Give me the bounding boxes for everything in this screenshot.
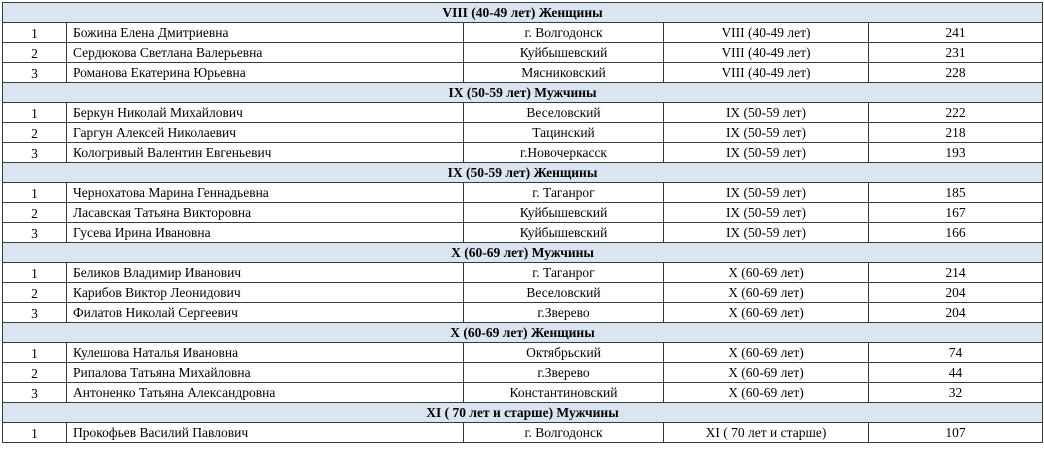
- score-cell: 241: [869, 23, 1043, 43]
- score-cell: 228: [869, 63, 1043, 83]
- score-cell: 222: [869, 103, 1043, 123]
- group-header-row: [3, 323, 1043, 343]
- place-cell: 1: [3, 263, 67, 283]
- table-row: [3, 283, 1043, 303]
- table-row: [3, 143, 1043, 163]
- district-cell: Мясниковский: [464, 63, 664, 83]
- score-cell: 167: [869, 203, 1043, 223]
- table-row: [3, 183, 1043, 203]
- name-cell: Сердюкова Светлана Валерьевна: [67, 43, 464, 63]
- category-cell: IX (50-59 лет): [664, 123, 869, 143]
- group-header-row: [3, 403, 1043, 423]
- name-cell: Кологривый Валентин Евгеньевич: [67, 143, 464, 163]
- name-cell: Ласавская Татьяна Викторовна: [67, 203, 464, 223]
- category-cell: VIII (40-49 лет): [664, 63, 869, 83]
- group-header-row: [3, 3, 1043, 23]
- results-table: [2, 2, 1043, 443]
- table-row: [3, 23, 1043, 43]
- district-cell: Веселовский: [464, 283, 664, 303]
- score-cell: 204: [869, 303, 1043, 323]
- district-cell: г.Новочеркасск: [464, 143, 664, 163]
- group-title: IX (50-59 лет) Мужчины: [3, 83, 1043, 103]
- table-row: [3, 223, 1043, 243]
- category-cell: IX (50-59 лет): [664, 103, 869, 123]
- table-row: [3, 63, 1043, 83]
- place-cell: 2: [3, 123, 67, 143]
- district-cell: г.Зверево: [464, 363, 664, 383]
- score-cell: 44: [869, 363, 1043, 383]
- district-cell: г. Волгодонск: [464, 23, 664, 43]
- district-cell: Октябрьский: [464, 343, 664, 363]
- category-cell: IX (50-59 лет): [664, 223, 869, 243]
- table-row: [3, 423, 1043, 443]
- name-cell: Карибов Виктор Леонидович: [67, 283, 464, 303]
- district-cell: Константиновский: [464, 383, 664, 403]
- place-cell: 1: [3, 343, 67, 363]
- table-row: [3, 43, 1043, 63]
- name-cell: Гаргун Алексей Николаевич: [67, 123, 464, 143]
- name-cell: Филатов Николай Сергеевич: [67, 303, 464, 323]
- place-cell: 3: [3, 303, 67, 323]
- place-cell: 2: [3, 203, 67, 223]
- score-cell: 74: [869, 343, 1043, 363]
- district-cell: Тацинский: [464, 123, 664, 143]
- category-cell: X (60-69 лет): [664, 283, 869, 303]
- district-cell: Веселовский: [464, 103, 664, 123]
- district-cell: Куйбышевский: [464, 43, 664, 63]
- category-cell: X (60-69 лет): [664, 343, 869, 363]
- score-cell: 204: [869, 283, 1043, 303]
- category-cell: X (60-69 лет): [664, 263, 869, 283]
- group-title: VIII (40-49 лет) Женщины: [3, 3, 1043, 23]
- table-row: [3, 343, 1043, 363]
- group-title: IX (50-59 лет) Женщины: [3, 163, 1043, 183]
- table-row: [3, 383, 1043, 403]
- name-cell: Прокофьев Василий Павлович: [67, 423, 464, 443]
- name-cell: Антоненко Татьяна Александровна: [67, 383, 464, 403]
- category-cell: XI ( 70 лет и старше): [664, 423, 869, 443]
- place-cell: 2: [3, 363, 67, 383]
- place-cell: 1: [3, 423, 67, 443]
- name-cell: Романова Екатерина Юрьевна: [67, 63, 464, 83]
- district-cell: г. Волгодонск: [464, 423, 664, 443]
- place-cell: 3: [3, 143, 67, 163]
- results-table-body: [3, 3, 1043, 443]
- group-title: X (60-69 лет) Женщины: [3, 323, 1043, 343]
- place-cell: 1: [3, 103, 67, 123]
- place-cell: 3: [3, 383, 67, 403]
- group-title: X (60-69 лет) Мужчины: [3, 243, 1043, 263]
- name-cell: Гусева Ирина Ивановна: [67, 223, 464, 243]
- score-cell: 214: [869, 263, 1043, 283]
- name-cell: Беркун Николай Михайлович: [67, 103, 464, 123]
- score-cell: 107: [869, 423, 1043, 443]
- district-cell: Куйбышевский: [464, 223, 664, 243]
- category-cell: VIII (40-49 лет): [664, 43, 869, 63]
- category-cell: IX (50-59 лет): [664, 143, 869, 163]
- place-cell: 1: [3, 183, 67, 203]
- category-cell: X (60-69 лет): [664, 383, 869, 403]
- district-cell: г.Зверево: [464, 303, 664, 323]
- place-cell: 2: [3, 43, 67, 63]
- table-row: [3, 203, 1043, 223]
- score-cell: 32: [869, 383, 1043, 403]
- place-cell: 3: [3, 223, 67, 243]
- category-cell: IX (50-59 лет): [664, 203, 869, 223]
- score-cell: 185: [869, 183, 1043, 203]
- place-cell: 1: [3, 23, 67, 43]
- name-cell: Рипалова Татьяна Михайловна: [67, 363, 464, 383]
- district-cell: г. Таганрог: [464, 263, 664, 283]
- district-cell: г. Таганрог: [464, 183, 664, 203]
- category-cell: X (60-69 лет): [664, 363, 869, 383]
- name-cell: Беликов Владимир Иванович: [67, 263, 464, 283]
- group-header-row: [3, 163, 1043, 183]
- table-row: [3, 263, 1043, 283]
- name-cell: Божина Елена Дмитриевна: [67, 23, 464, 43]
- table-row: [3, 103, 1043, 123]
- score-cell: 166: [869, 223, 1043, 243]
- place-cell: 2: [3, 283, 67, 303]
- score-cell: 218: [869, 123, 1043, 143]
- table-row: [3, 303, 1043, 323]
- name-cell: Чернохатова Марина Геннадьевна: [67, 183, 464, 203]
- table-row: [3, 123, 1043, 143]
- group-header-row: [3, 83, 1043, 103]
- group-header-row: [3, 243, 1043, 263]
- score-cell: 231: [869, 43, 1043, 63]
- group-title: XI ( 70 лет и старше) Мужчины: [3, 403, 1043, 423]
- category-cell: X (60-69 лет): [664, 303, 869, 323]
- category-cell: VIII (40-49 лет): [664, 23, 869, 43]
- category-cell: IX (50-59 лет): [664, 183, 869, 203]
- score-cell: 193: [869, 143, 1043, 163]
- name-cell: Кулешова Наталья Ивановна: [67, 343, 464, 363]
- table-row: [3, 363, 1043, 383]
- place-cell: 3: [3, 63, 67, 83]
- district-cell: Куйбышевский: [464, 203, 664, 223]
